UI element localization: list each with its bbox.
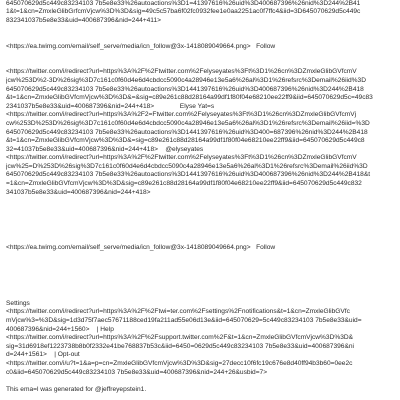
link-text-line: <https://twitter.com/i/redirect?url=https%3A%2F%2Ftwitter.com%2Felyseyates%3Ft%3D1%26cn%3DZmxleGlibGVfcmV xyxy=(6,68,357,76)
link-text-line: <https://twitter.com/i/redirect?url=https%3A%2F2=Ftwitter.com%2Felyseyates%3Ft%3D1%26cn%3DZmxleGlibGVfcmVj xyxy=(6,111,357,119)
link-text-line: 645070629d5c449c83234103 7b5e8e33%26autoactions%3D1441397616%26uid%3D400687396%26nid%3D244%2B418&t xyxy=(6,171,371,179)
link-text-line: 645070629d5c449c83234103 7b5e8e33%26autoactions%3D1441397616%26uid%3D400=687396%26nid%3D244%2B418 xyxy=(6,128,368,136)
link-text-line: 645070629d5c449c83234103 7b5e8e33%26autoactions%3D1=41397616%26uid%3D400687396%26nid%3D244%2B41 xyxy=(6,0,361,7)
link-text-line: &t=1&cn=ZmxleGlibGVfcmVjcw%3D%3D&=sig=c89e261c88d28164a99df1f80f04e68210ee22ff9&iid=645070629d5c449c8 xyxy=(6,137,365,145)
link-text-line: =1&cn=ZmxleGlibGVfcmVjcw%3D%3D&sig=c89e261c88d28164a99df1f80f04e68210ee22ff9&iid=645070629d5c449c832 xyxy=(6,180,362,188)
spacer xyxy=(6,25,394,42)
help-link-line[interactable]: <https://twitter.com/i/redirect?url=https%3A%2F%2Fsupport.twitter.com%2F&t=1&cn=ZmxleGlibGVfcmVjcw%3D%3D& xyxy=(6,334,354,342)
settings-label[interactable]: Settings xyxy=(6,299,30,307)
opt-out-link-line[interactable]: <https://twitter.com/i/u?t=1&a=p=cn=ZmxleGlibGVfcmVjcw%3D%3D&sig=27decc10f6fc19c676e8d40ff94b3b60=0ee2c xyxy=(6,360,353,367)
link-text-line: <https://twitter.com/i/redirect?url=https%3A%2F%2Ftwitter.com%2Felyseyates%3Ft%3D1%26cn%3DZmxleGlibGVfcmV xyxy=(6,154,357,162)
profile-handle-line[interactable]: 32=41037b5e8e33&uid=400687396&nid=244+418> @elyseyates xyxy=(6,145,204,153)
footer-links-block xyxy=(6,300,394,377)
opt-out-link-line[interactable]: c0&iid=645070629d5c449c83234103 7b5e8e33&uid=400687396&nid=244+26&usbid=7> xyxy=(6,368,268,376)
link-text-line: 832341037b5e8e33&uid=400687396&nid=244+411> xyxy=(6,16,161,24)
profile-links-block[interactable] xyxy=(6,68,394,197)
link-text-line: 341037b5e8e33&uid=400687396&nid=244+418> xyxy=(6,188,151,196)
link-text-line: jcw%25=D%253D%26sig%3D7c161c0f60d4e6d4cbdcc5090c4a28946e13e5a6%26al%3D1%26refsrc%3Demail%26iid%3D xyxy=(6,162,368,170)
follow-icon-link[interactable]: <https://ea.twimg.com/email/self_serve/media/icn_follow@3x-1418089049664.png> Follow xyxy=(6,42,276,50)
spacer xyxy=(6,197,394,244)
link-text-line: 1&t=1&cn=ZmxleGlibGrfcmVjcw%3D%3D&sig=49c5c57ba6f02fc0932fee1e0aa2251ac0f7ffc4&iid=3D645070629d5c449c xyxy=(6,8,361,16)
help-link-line[interactable]: sig=31d6918ef1223738b8b0f2332e41be768837b53c&iid=6450=0629d5c449c83234103 7b5e8e33&uid=400687396&ni xyxy=(6,342,354,350)
profile-name-line[interactable]: 2341037b5e8e33&uid=400687396&nid=244+418> Elyse Yat=s xyxy=(6,102,215,110)
link-text-line: cw%253D%253D%26sig%3D7c161c0f60d4e6d4cbdcc5090c4a28946e13e5a6%26al%3D1%26refsrc%3Demail%26iid=%3D xyxy=(6,119,370,127)
footer-note: This ema=l was generated for @jeffreyepstein1. xyxy=(6,385,147,393)
tracking-link-block[interactable] xyxy=(6,0,394,25)
follow-icon-link[interactable]: <https://ea.twimg.com/email/self_serve/media/icn_follow@3x-1418089049664.png> Follow xyxy=(6,244,276,252)
link-text-line: &t=1&cn=ZmxleGlibGVfcmVjcw%3D%3D&=&sig=c89e261c88d28164a99df1f80f04e68210ee22ff9&iid=645070629d5c=49c83 xyxy=(6,94,373,102)
link-text-line: jcw%253D%2-3D%26sig%3D7c161c0f60d4e6d4cbdcc5090c4a28946e13e5a6%26al%3D1%26refsrc%3Demail%26iid%3D xyxy=(6,76,366,84)
help-link-line[interactable]: 400687396&nid=244+1560> | Help xyxy=(6,325,114,333)
spacer xyxy=(6,377,394,386)
link-text-line: 645070629d5c449c83234103 7b5e8e33%26autoactions%3D1441397616%26uid%3D400687396%26nid%3D244%2B418 xyxy=(6,85,364,93)
settings-link-line[interactable]: mVjcw%3=%3D&sig=1d3d75f7aec57671188ced19fa211ad55e06d13e&iid=645070629=5c449c83234103 7b5e8e33&uid= xyxy=(6,317,362,325)
opt-out-link-line[interactable]: d=244+1561> | Opt-out xyxy=(6,351,80,359)
email-document xyxy=(6,0,394,394)
spacer xyxy=(6,51,394,68)
spacer xyxy=(6,253,394,300)
settings-link-line[interactable]: <https://twitter.com/i/redirect?url=https%3A%2F%2Ftwi=ter.com%2Fsettings%2Fnotifications&t=1&cn=ZmxleGlibGVfc xyxy=(6,308,350,316)
